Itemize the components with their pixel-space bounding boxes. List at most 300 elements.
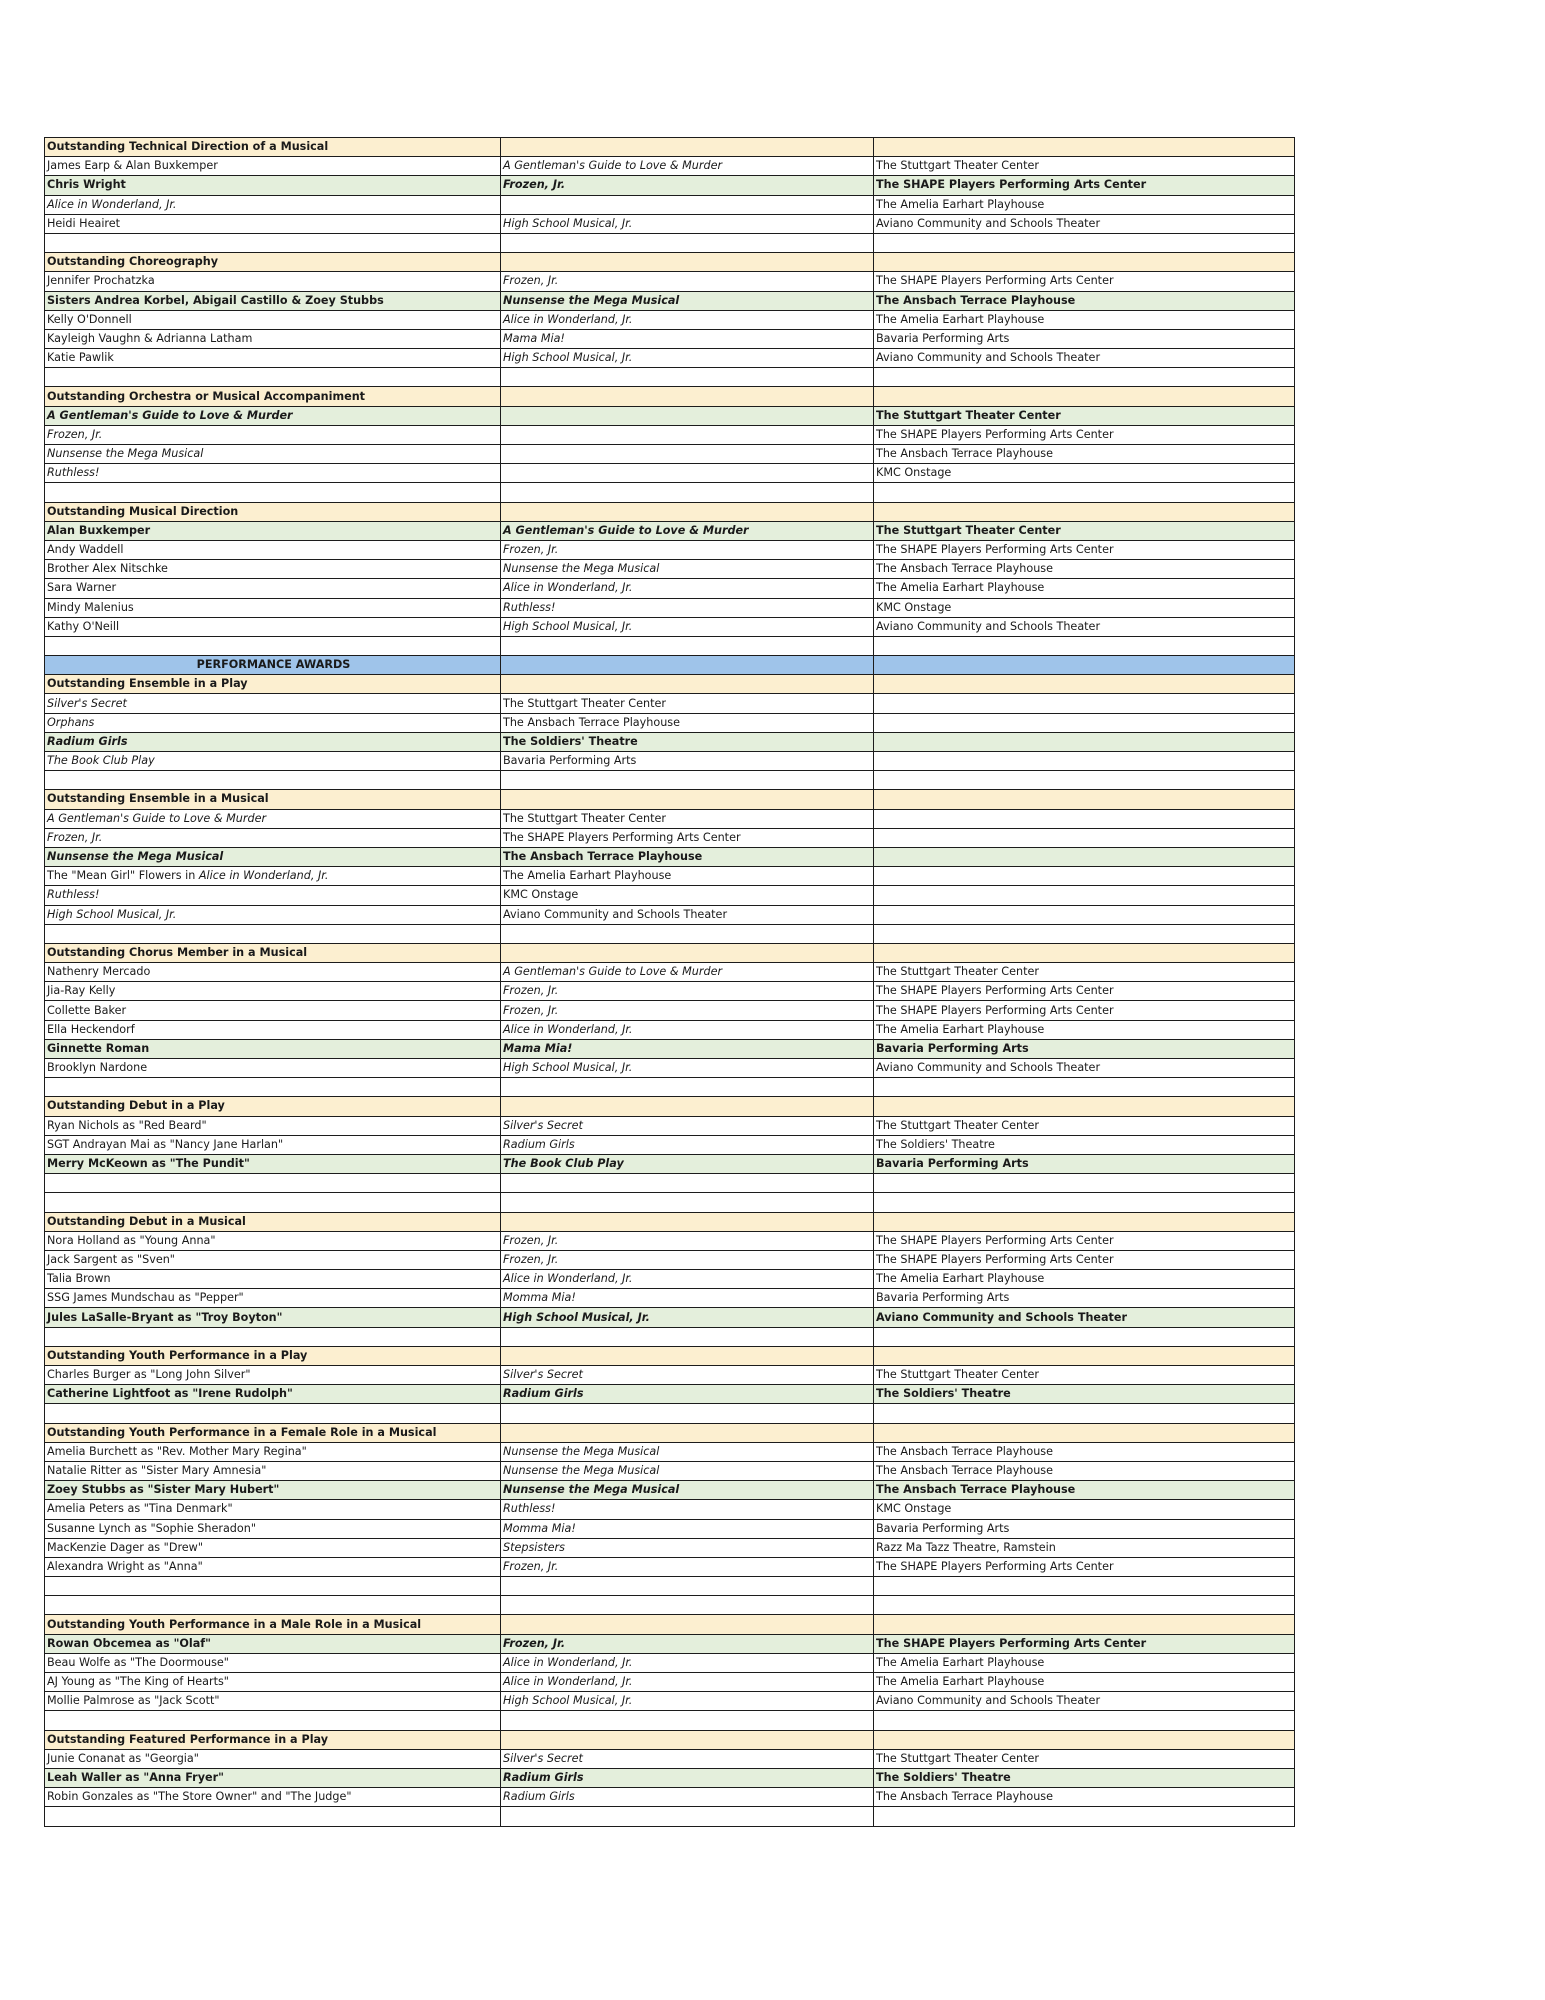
show-cell (501, 790, 874, 809)
theater-cell: Aviano Community and Schools Theater (874, 1308, 1295, 1327)
nominee-cell (45, 1327, 501, 1346)
nominee-cell: Katie Pawlik (45, 349, 501, 368)
show-cell: Frozen, Jr. (501, 1634, 874, 1653)
nominee-cell: Mindy Malenius (45, 598, 501, 617)
theater-cell: Aviano Community and Schools Theater (874, 1059, 1295, 1078)
winner-row (45, 291, 1295, 310)
nominee-cell: Frozen, Jr. (45, 425, 501, 444)
show-cell (501, 1577, 874, 1596)
nominee-row (45, 579, 1295, 598)
spacer-row (45, 924, 1295, 943)
nominee-cell (45, 1404, 501, 1423)
theater-cell: The Amelia Earhart Playhouse (874, 195, 1295, 214)
show-cell: Frozen, Jr. (501, 540, 874, 559)
show-cell (501, 1711, 874, 1730)
show-cell: Silver's Secret (501, 1116, 874, 1135)
nominee-cell: Susanne Lynch as "Sophie Sheradon" (45, 1519, 501, 1538)
nominee-cell: SSG James Mundschau as "Pepper" (45, 1289, 501, 1308)
nominee-cell: Merry McKeown as "The Pundit" (45, 1154, 501, 1173)
show-cell: Ruthless! (501, 1500, 874, 1519)
show-cell (501, 1212, 874, 1231)
nominee-cell (45, 1596, 501, 1615)
show-cell (501, 1078, 874, 1097)
show-cell: Stepsisters (501, 1538, 874, 1557)
nominee-cell: Andy Waddell (45, 540, 501, 559)
show-cell (501, 943, 874, 962)
nominee-row (45, 195, 1295, 214)
nominee-row (45, 963, 1295, 982)
show-cell: Nunsense the Mega Musical (501, 1481, 874, 1500)
nominee-row (45, 752, 1295, 771)
nominee-row (45, 617, 1295, 636)
nominee-row (45, 694, 1295, 713)
nominee-cell: Jack Sargent as "Sven" (45, 1250, 501, 1269)
theater-cell: The Ansbach Terrace Playhouse (874, 1461, 1295, 1480)
theater-cell (874, 1097, 1295, 1116)
nominee-cell: Catherine Lightfoot as "Irene Rudolph" (45, 1385, 501, 1404)
show-cell: Silver's Secret (501, 1366, 874, 1385)
nominee-row (45, 464, 1295, 483)
theater-cell (874, 1212, 1295, 1231)
nominee-cell: Outstanding Youth Performance in a Female Role in a Musical (45, 1423, 501, 1442)
winner-row (45, 1634, 1295, 1653)
theater-cell: The Stuttgart Theater Center (874, 1116, 1295, 1135)
show-cell: The Book Club Play (501, 1154, 874, 1173)
show-cell: High School Musical, Jr. (501, 349, 874, 368)
theater-cell (874, 1327, 1295, 1346)
theater-cell (874, 502, 1295, 521)
spacer-row (45, 1404, 1295, 1423)
nominee-row (45, 809, 1295, 828)
theater-cell: The Ansbach Terrace Playhouse (874, 1442, 1295, 1461)
nominee-cell: Junie Conanat as "Georgia" (45, 1749, 501, 1768)
theater-cell (874, 1577, 1295, 1596)
theater-cell (874, 138, 1295, 157)
nominee-cell: Frozen, Jr. (45, 828, 501, 847)
theater-cell: KMC Onstage (874, 1500, 1295, 1519)
nominee-row (45, 1749, 1295, 1768)
show-cell: Aviano Community and Schools Theater (501, 905, 874, 924)
show-cell: Silver's Secret (501, 1749, 874, 1768)
category-header-row (45, 1730, 1295, 1749)
show-cell: Nunsense the Mega Musical (501, 1442, 874, 1461)
show-cell: Radium Girls (501, 1385, 874, 1404)
theater-cell: Aviano Community and Schools Theater (874, 1692, 1295, 1711)
theater-cell (874, 1615, 1295, 1634)
nominee-row (45, 598, 1295, 617)
nominee-row (45, 982, 1295, 1001)
show-cell: Alice in Wonderland, Jr. (501, 1653, 874, 1672)
nominee-cell: Kelly O'Donnell (45, 310, 501, 329)
category-header-row (45, 138, 1295, 157)
nominee-cell: Nathenry Mercado (45, 963, 501, 982)
theater-cell: The Soldiers' Theatre (874, 1135, 1295, 1154)
category-header-row (45, 1346, 1295, 1365)
nominee-cell (45, 636, 501, 655)
section-header-row (45, 656, 1295, 675)
theater-cell: Bavaria Performing Arts (874, 1154, 1295, 1173)
nominee-cell: Outstanding Youth Performance in a Play (45, 1346, 501, 1365)
nominee-row (45, 886, 1295, 905)
nominee-cell: High School Musical, Jr. (45, 905, 501, 924)
nominee-row (45, 1116, 1295, 1135)
show-cell: The Soldiers' Theatre (501, 732, 874, 751)
theater-cell (874, 1423, 1295, 1442)
nominee-cell (45, 1577, 501, 1596)
theater-cell (874, 675, 1295, 694)
nominee-row (45, 1231, 1295, 1250)
nominee-cell: Ruthless! (45, 886, 501, 905)
spacer-row (45, 1174, 1295, 1193)
show-cell: Frozen, Jr. (501, 982, 874, 1001)
theater-cell: The Ansbach Terrace Playhouse (874, 1481, 1295, 1500)
theater-cell: The SHAPE Players Performing Arts Center (874, 272, 1295, 291)
show-cell: Alice in Wonderland, Jr. (501, 1270, 874, 1289)
nominee-row (45, 867, 1295, 886)
spacer-row (45, 636, 1295, 655)
show-cell (501, 636, 874, 655)
nominee-row (45, 905, 1295, 924)
show-cell: Frozen, Jr. (501, 1001, 874, 1020)
show-cell: Momma Mia! (501, 1289, 874, 1308)
show-cell: High School Musical, Jr. (501, 1308, 874, 1327)
nominee-row (45, 713, 1295, 732)
theater-cell: The SHAPE Players Performing Arts Center (874, 425, 1295, 444)
show-cell (501, 1193, 874, 1212)
nominee-cell: Collette Baker (45, 1001, 501, 1020)
awards-table-body (45, 138, 1295, 1827)
nominee-cell (45, 1078, 501, 1097)
spacer-row (45, 1596, 1295, 1615)
category-header-row (45, 943, 1295, 962)
theater-cell: The SHAPE Players Performing Arts Center (874, 540, 1295, 559)
show-cell: KMC Onstage (501, 886, 874, 905)
nominee-row (45, 1135, 1295, 1154)
show-cell (501, 406, 874, 425)
nominee-row (45, 445, 1295, 464)
nominee-cell: Ella Heckendorf (45, 1020, 501, 1039)
winner-row (45, 1481, 1295, 1500)
winner-row (45, 406, 1295, 425)
theater-cell: The Amelia Earhart Playhouse (874, 1270, 1295, 1289)
nominee-cell: Kayleigh Vaughn & Adrianna Latham (45, 329, 501, 348)
nominee-cell: Alexandra Wright as "Anna" (45, 1557, 501, 1576)
nominee-cell (45, 1174, 501, 1193)
show-cell: Frozen, Jr. (501, 176, 874, 195)
spacer-row (45, 1327, 1295, 1346)
theater-cell: The SHAPE Players Performing Arts Center (874, 1231, 1295, 1250)
nominee-cell: Mollie Palmrose as "Jack Scott" (45, 1692, 501, 1711)
show-cell (501, 483, 874, 502)
show-cell: A Gentleman's Guide to Love & Murder (501, 963, 874, 982)
show-cell: The Stuttgart Theater Center (501, 694, 874, 713)
show-cell: A Gentleman's Guide to Love & Murder (501, 521, 874, 540)
winner-row (45, 521, 1295, 540)
nominee-cell: Outstanding Technical Direction of a Musical (45, 138, 501, 157)
show-cell: Radium Girls (501, 1135, 874, 1154)
theater-cell: The Stuttgart Theater Center (874, 1749, 1295, 1768)
nominee-row (45, 272, 1295, 291)
theater-cell: The SHAPE Players Performing Arts Center (874, 176, 1295, 195)
winner-row (45, 1039, 1295, 1058)
theater-cell: The Ansbach Terrace Playhouse (874, 1788, 1295, 1807)
show-cell: The Stuttgart Theater Center (501, 809, 874, 828)
nominee-cell: The Book Club Play (45, 752, 501, 771)
nominee-cell: Charles Burger as "Long John Silver" (45, 1366, 501, 1385)
show-cell (501, 195, 874, 214)
nominee-row (45, 1461, 1295, 1480)
nominee-cell: Kathy O'Neill (45, 617, 501, 636)
nominee-row (45, 1519, 1295, 1538)
theater-cell (874, 713, 1295, 732)
nominee-cell (45, 233, 501, 252)
theater-cell: Aviano Community and Schools Theater (874, 617, 1295, 636)
show-cell: The Amelia Earhart Playhouse (501, 867, 874, 886)
theater-cell (874, 847, 1295, 866)
nominee-cell: Brooklyn Nardone (45, 1059, 501, 1078)
theater-cell: Bavaria Performing Arts (874, 1289, 1295, 1308)
show-cell: Alice in Wonderland, Jr. (501, 579, 874, 598)
theater-cell (874, 771, 1295, 790)
theater-cell: The Amelia Earhart Playhouse (874, 1653, 1295, 1672)
nominee-row (45, 1270, 1295, 1289)
show-cell (501, 1807, 874, 1826)
nominee-row (45, 1557, 1295, 1576)
nominee-cell (45, 1711, 501, 1730)
nominee-cell: Jennifer Prochatzka (45, 272, 501, 291)
theater-cell: Bavaria Performing Arts (874, 329, 1295, 348)
theater-cell: The Stuttgart Theater Center (874, 521, 1295, 540)
theater-cell: The Amelia Earhart Playhouse (874, 310, 1295, 329)
nominee-row (45, 214, 1295, 233)
show-cell (501, 138, 874, 157)
theater-cell (874, 1807, 1295, 1826)
show-cell (501, 1404, 874, 1423)
show-cell (501, 253, 874, 272)
theater-cell: The Amelia Earhart Playhouse (874, 579, 1295, 598)
nominee-row (45, 828, 1295, 847)
show-cell: Frozen, Jr. (501, 1557, 874, 1576)
show-cell: Frozen, Jr. (501, 1250, 874, 1269)
show-cell (501, 464, 874, 483)
nominee-row (45, 349, 1295, 368)
winner-row (45, 1385, 1295, 1404)
nominee-cell: Sara Warner (45, 579, 501, 598)
theater-cell: Razz Ma Tazz Theatre, Ramstein (874, 1538, 1295, 1557)
nominee-row (45, 310, 1295, 329)
theater-cell (874, 828, 1295, 847)
nominee-cell: Outstanding Debut in a Play (45, 1097, 501, 1116)
theater-cell (874, 656, 1295, 675)
theater-cell (874, 1730, 1295, 1749)
nominee-row (45, 1692, 1295, 1711)
theater-cell (874, 368, 1295, 387)
theater-cell: The Ansbach Terrace Playhouse (874, 560, 1295, 579)
theater-cell: The SHAPE Players Performing Arts Center (874, 1557, 1295, 1576)
spacer-row (45, 368, 1295, 387)
nominee-cell: Zoey Stubbs as "Sister Mary Hubert" (45, 1481, 501, 1500)
winner-row (45, 176, 1295, 195)
theater-cell: KMC Onstage (874, 598, 1295, 617)
winner-row (45, 847, 1295, 866)
nominee-row (45, 425, 1295, 444)
theater-cell (874, 1346, 1295, 1365)
theater-cell: The Stuttgart Theater Center (874, 157, 1295, 176)
nominee-cell: Radium Girls (45, 732, 501, 751)
category-header-row (45, 1423, 1295, 1442)
show-cell: Alice in Wonderland, Jr. (501, 1020, 874, 1039)
theater-cell (874, 924, 1295, 943)
show-cell (501, 1423, 874, 1442)
show-cell: Mama Mia! (501, 329, 874, 348)
show-cell (501, 445, 874, 464)
nominee-cell (45, 771, 501, 790)
show-cell: Alice in Wonderland, Jr. (501, 1673, 874, 1692)
theater-cell: The Amelia Earhart Playhouse (874, 1673, 1295, 1692)
theater-cell (874, 867, 1295, 886)
show-cell: High School Musical, Jr. (501, 1059, 874, 1078)
theater-cell (874, 694, 1295, 713)
show-cell (501, 924, 874, 943)
nominee-cell: Outstanding Chorus Member in a Musical (45, 943, 501, 962)
show-cell (501, 502, 874, 521)
theater-cell (874, 1404, 1295, 1423)
show-cell (501, 1730, 874, 1749)
nominee-cell: Robin Gonzales as "The Store Owner" and "The Judge" (45, 1788, 501, 1807)
category-header-row (45, 502, 1295, 521)
show-cell (501, 1174, 874, 1193)
theater-cell: Bavaria Performing Arts (874, 1519, 1295, 1538)
nominee-row (45, 1289, 1295, 1308)
category-header-row (45, 1097, 1295, 1116)
nominee-cell: Orphans (45, 713, 501, 732)
nominee-cell: Brother Alex Nitschke (45, 560, 501, 579)
nominee-cell: Nora Holland as "Young Anna" (45, 1231, 501, 1250)
nominee-cell: Amelia Peters as "Tina Denmark" (45, 1500, 501, 1519)
nominee-cell (45, 368, 501, 387)
show-cell: High School Musical, Jr. (501, 214, 874, 233)
nominee-cell: Outstanding Ensemble in a Play (45, 675, 501, 694)
spacer-row (45, 1193, 1295, 1212)
show-cell (501, 233, 874, 252)
winner-row (45, 1154, 1295, 1173)
show-cell (501, 368, 874, 387)
theater-cell: The Amelia Earhart Playhouse (874, 1020, 1295, 1039)
show-cell (501, 1346, 874, 1365)
theater-cell: The SHAPE Players Performing Arts Center (874, 1001, 1295, 1020)
nominee-cell: Outstanding Orchestra or Musical Accompaniment (45, 387, 501, 406)
nominee-cell: Outstanding Debut in a Musical (45, 1212, 501, 1231)
spacer-row (45, 233, 1295, 252)
show-cell: Bavaria Performing Arts (501, 752, 874, 771)
theater-cell (874, 387, 1295, 406)
show-cell (501, 425, 874, 444)
theater-cell (874, 1174, 1295, 1193)
winner-row (45, 1308, 1295, 1327)
theater-cell: The Soldiers' Theatre (874, 1385, 1295, 1404)
show-cell: Frozen, Jr. (501, 1231, 874, 1250)
nominee-cell: Amelia Burchett as "Rev. Mother Mary Regina" (45, 1442, 501, 1461)
show-cell (501, 675, 874, 694)
show-cell (501, 1615, 874, 1634)
nominee-row (45, 1538, 1295, 1557)
nominee-cell (45, 1807, 501, 1826)
nominee-row (45, 1442, 1295, 1461)
show-cell (501, 1327, 874, 1346)
nominee-cell: Jia-Ray Kelly (45, 982, 501, 1001)
nominee-cell: Outstanding Ensemble in a Musical (45, 790, 501, 809)
spacer-row (45, 1577, 1295, 1596)
show-cell: The Ansbach Terrace Playhouse (501, 847, 874, 866)
nominee-cell: A Gentleman's Guide to Love & Murder (45, 809, 501, 828)
nominee-cell: Rowan Obcemea as "Olaf" (45, 1634, 501, 1653)
nominee-row (45, 1500, 1295, 1519)
nominee-cell: Nunsense the Mega Musical (45, 445, 501, 464)
theater-cell: The Ansbach Terrace Playhouse (874, 445, 1295, 464)
nominee-cell: Beau Wolfe as "The Doormouse" (45, 1653, 501, 1672)
nominee-cell: James Earp & Alan Buxkemper (45, 157, 501, 176)
awards-table (44, 137, 1295, 1827)
show-cell: Nunsense the Mega Musical (501, 560, 874, 579)
nominee-cell (45, 924, 501, 943)
nominee-row (45, 157, 1295, 176)
nominee-cell: MacKenzie Dager as "Drew" (45, 1538, 501, 1557)
nominee-cell: Ruthless! (45, 464, 501, 483)
theater-cell (874, 1711, 1295, 1730)
winner-row (45, 1768, 1295, 1787)
theater-cell (874, 1596, 1295, 1615)
nominee-cell: Leah Waller as "Anna Fryer" (45, 1768, 501, 1787)
nominee-cell: Ginnette Roman (45, 1039, 501, 1058)
theater-cell (874, 1193, 1295, 1212)
category-header-row (45, 1212, 1295, 1231)
nominee-row (45, 1673, 1295, 1692)
nominee-row (45, 1250, 1295, 1269)
nominee-row (45, 560, 1295, 579)
show-cell: Nunsense the Mega Musical (501, 291, 874, 310)
nominee-cell: Natalie Ritter as "Sister Mary Amnesia" (45, 1461, 501, 1480)
category-header-row (45, 675, 1295, 694)
show-cell (501, 1596, 874, 1615)
category-header-row (45, 387, 1295, 406)
theater-cell: The Stuttgart Theater Center (874, 1366, 1295, 1385)
nominee-cell: SGT Andrayan Mai as "Nancy Jane Harlan" (45, 1135, 501, 1154)
show-cell: Mama Mia! (501, 1039, 874, 1058)
theater-cell (874, 253, 1295, 272)
theater-cell (874, 732, 1295, 751)
nominee-cell: Ryan Nichols as "Red Beard" (45, 1116, 501, 1135)
theater-cell: Bavaria Performing Arts (874, 1039, 1295, 1058)
nominee-cell: A Gentleman's Guide to Love & Murder (45, 406, 501, 425)
theater-cell: The SHAPE Players Performing Arts Center (874, 982, 1295, 1001)
theater-cell: The Soldiers' Theatre (874, 1768, 1295, 1787)
theater-cell: The Ansbach Terrace Playhouse (874, 291, 1295, 310)
theater-cell (874, 636, 1295, 655)
nominee-cell: Chris Wright (45, 176, 501, 195)
nominee-cell: Outstanding Featured Performance in a Play (45, 1730, 501, 1749)
nominee-cell: The "Mean Girl" Flowers in Alice in Wonderland, Jr. (45, 867, 501, 886)
show-cell: The Ansbach Terrace Playhouse (501, 713, 874, 732)
show-cell: High School Musical, Jr. (501, 617, 874, 636)
category-header-row (45, 253, 1295, 272)
nominee-cell (45, 1193, 501, 1212)
spacer-row (45, 483, 1295, 502)
show-cell: Frozen, Jr. (501, 272, 874, 291)
nominee-row (45, 540, 1295, 559)
nominee-row (45, 1366, 1295, 1385)
theater-cell (874, 886, 1295, 905)
spacer-row (45, 1711, 1295, 1730)
